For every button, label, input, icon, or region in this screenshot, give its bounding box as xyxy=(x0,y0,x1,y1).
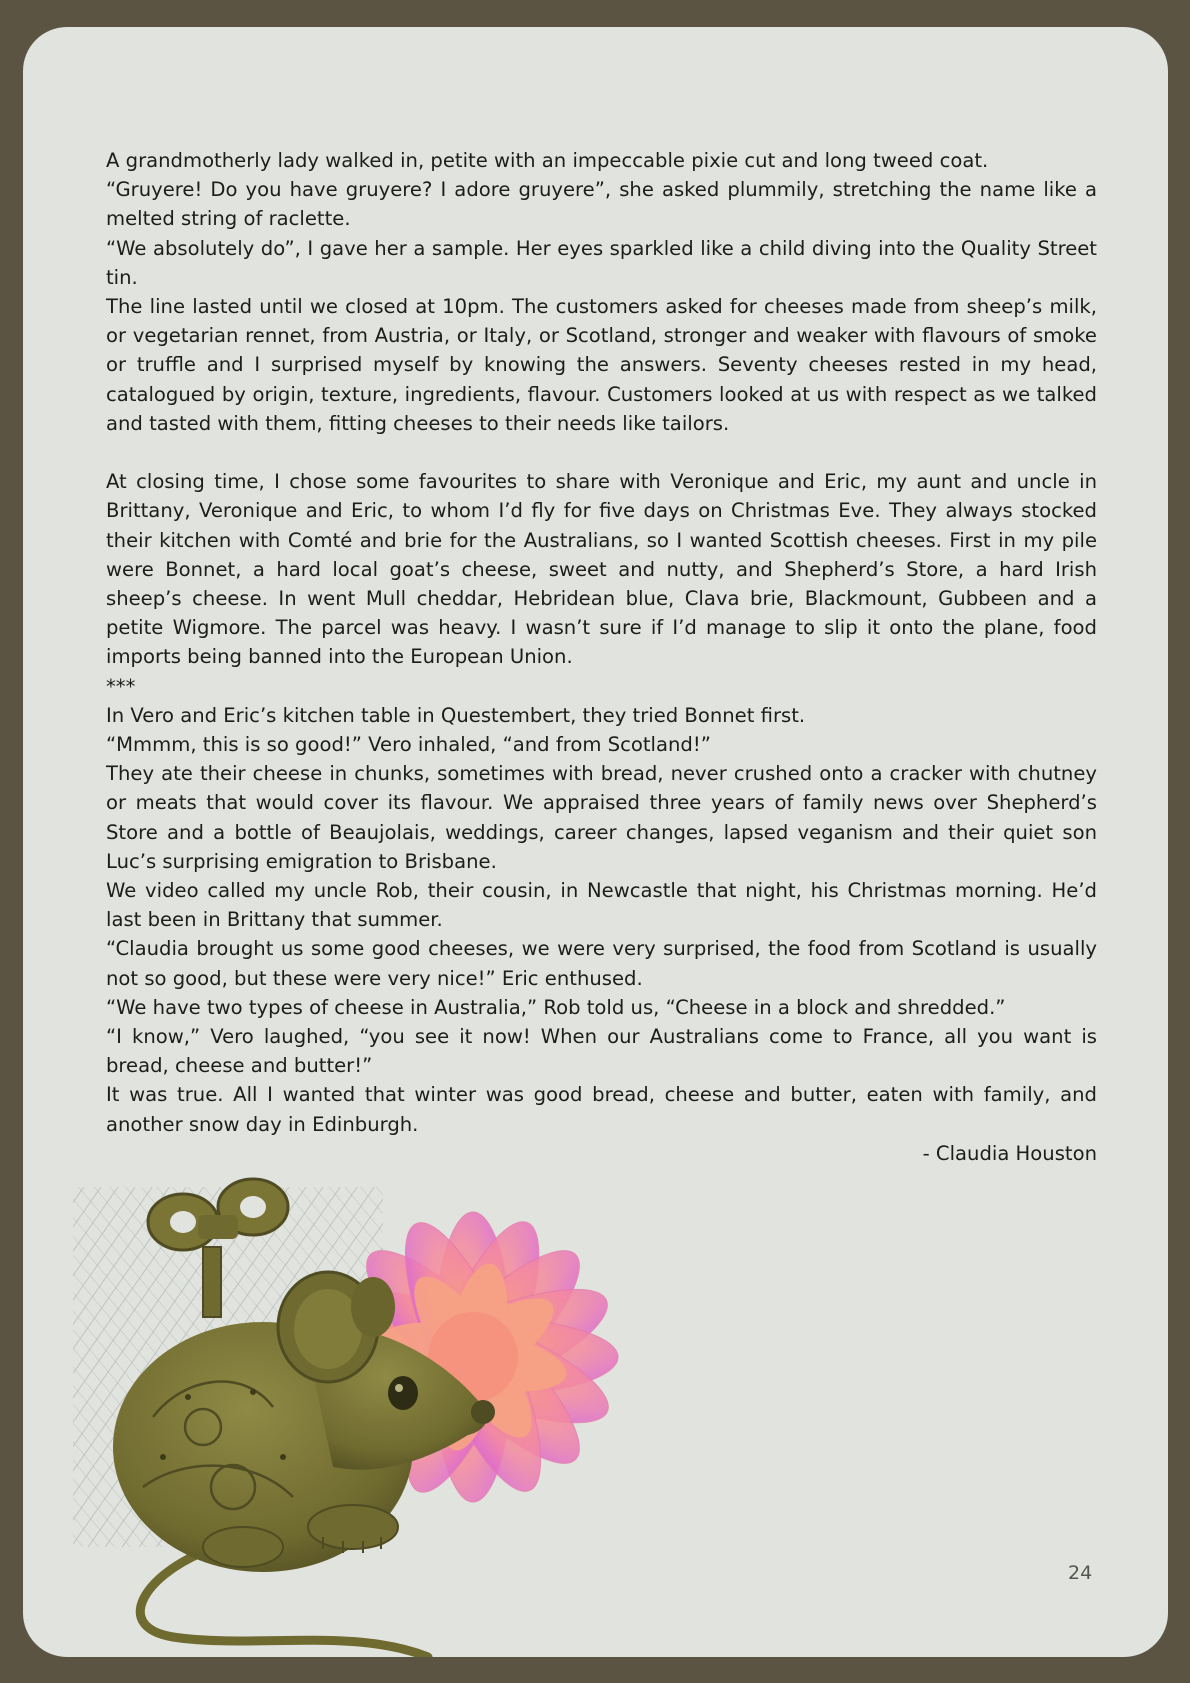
page xyxy=(23,27,1168,1657)
paragraph: In Vero and Eric’s kitchen table in Questembert, they tried Bonnet first. xyxy=(106,703,806,727)
paragraph: A grandmotherly lady walked in, petite with an impeccable pixie cut and long tweed coat. xyxy=(106,149,989,172)
paragraph: “Gruyere! Do you have gruyere? I adore gruyere”, she asked plummily, stretching the name like a melted string of raclette. xyxy=(106,178,1097,231)
paragraph: “We absolutely do”, I gave her a sample. Her eyes sparkled like a child diving into the Quality Street tin. xyxy=(106,236,1097,289)
paragraph: We video called my uncle Rob, their cousin, in Newcastle that night, his Christmas morning. He’d last been in Brittany that summer. xyxy=(106,879,1097,932)
page-number: 24 xyxy=(1068,1562,1093,1584)
author-signature: - Claudia Houston xyxy=(922,1141,1097,1165)
paragraph: They ate their cheese in chunks, sometimes with bread, never crushed onto a cracker with chutney or meats that would cover its flavour. We appraised three years of family news over Shepherd’s Store and a bottle of Beaujolais, weddings, career changes, lapsed veganism and their quiet son Luc’s surprising emigration to Brisbane. xyxy=(106,762,1097,873)
clockwork-mouse-icon xyxy=(53,1157,673,1657)
paragraph: “Mmmm, this is so good!” Vero inhaled, “and from Scotland!” xyxy=(106,733,711,757)
paragraph: “I know,” Vero laughed, “you see it now! When our Australians come to France, all you want is bread, cheese and butter!” xyxy=(106,1025,1097,1078)
story-text xyxy=(106,146,1097,1168)
paragraph: At closing time, I chose some favourites to share with Veronique and Eric, my aunt and uncle in Brittany, Veronique and Eric, to whom I’d fly for five days on Christmas Eve. They always stocked their kitchen with Comté and brie for the Australians, so I wanted Scottish cheeses. First in my pile were Bonnet, a hard local goat’s cheese, sweet and nutty, and Shepherd’s Store, a hard Irish sheep’s cheese. In went Mull cheddar, Hebridean blue, Clava brie, Blackmount, Gubbeen and a petite Wigmore. The parcel was heavy. I wasn’t sure if I’d manage to slip it onto the plane, food imports being banned into the European Union. xyxy=(106,470,1097,669)
paragraph: It was true. All I wanted that winter was good bread, cheese and butter, eaten with family, and another snow day in Edinburgh. xyxy=(106,1083,1097,1136)
paragraph: The line lasted until we closed at 10pm. The customers asked for cheeses made from sheep’s milk, or vegetarian rennet, from Austria, or Italy, or Scotland, stronger and weaker with flavours of smoke or truffle and I surprised myself by knowing the answers. Seventy cheeses rested in my head, catalogued by origin, texture, ingredients, flavour. Customers looked at us with respect as we talked and tasted with them, fitting cheeses to their needs like tailors. xyxy=(106,295,1097,435)
paragraph: “Claudia brought us some good cheeses, we were very surprised, the food from Scotland is usually not so good, but these were very nice!” Eric enthused. xyxy=(106,937,1097,990)
section-break: *** xyxy=(106,674,136,698)
paragraph: “We have two types of cheese in Australia,” Rob told us, “Cheese in a block and shredded.” xyxy=(106,995,1006,1019)
